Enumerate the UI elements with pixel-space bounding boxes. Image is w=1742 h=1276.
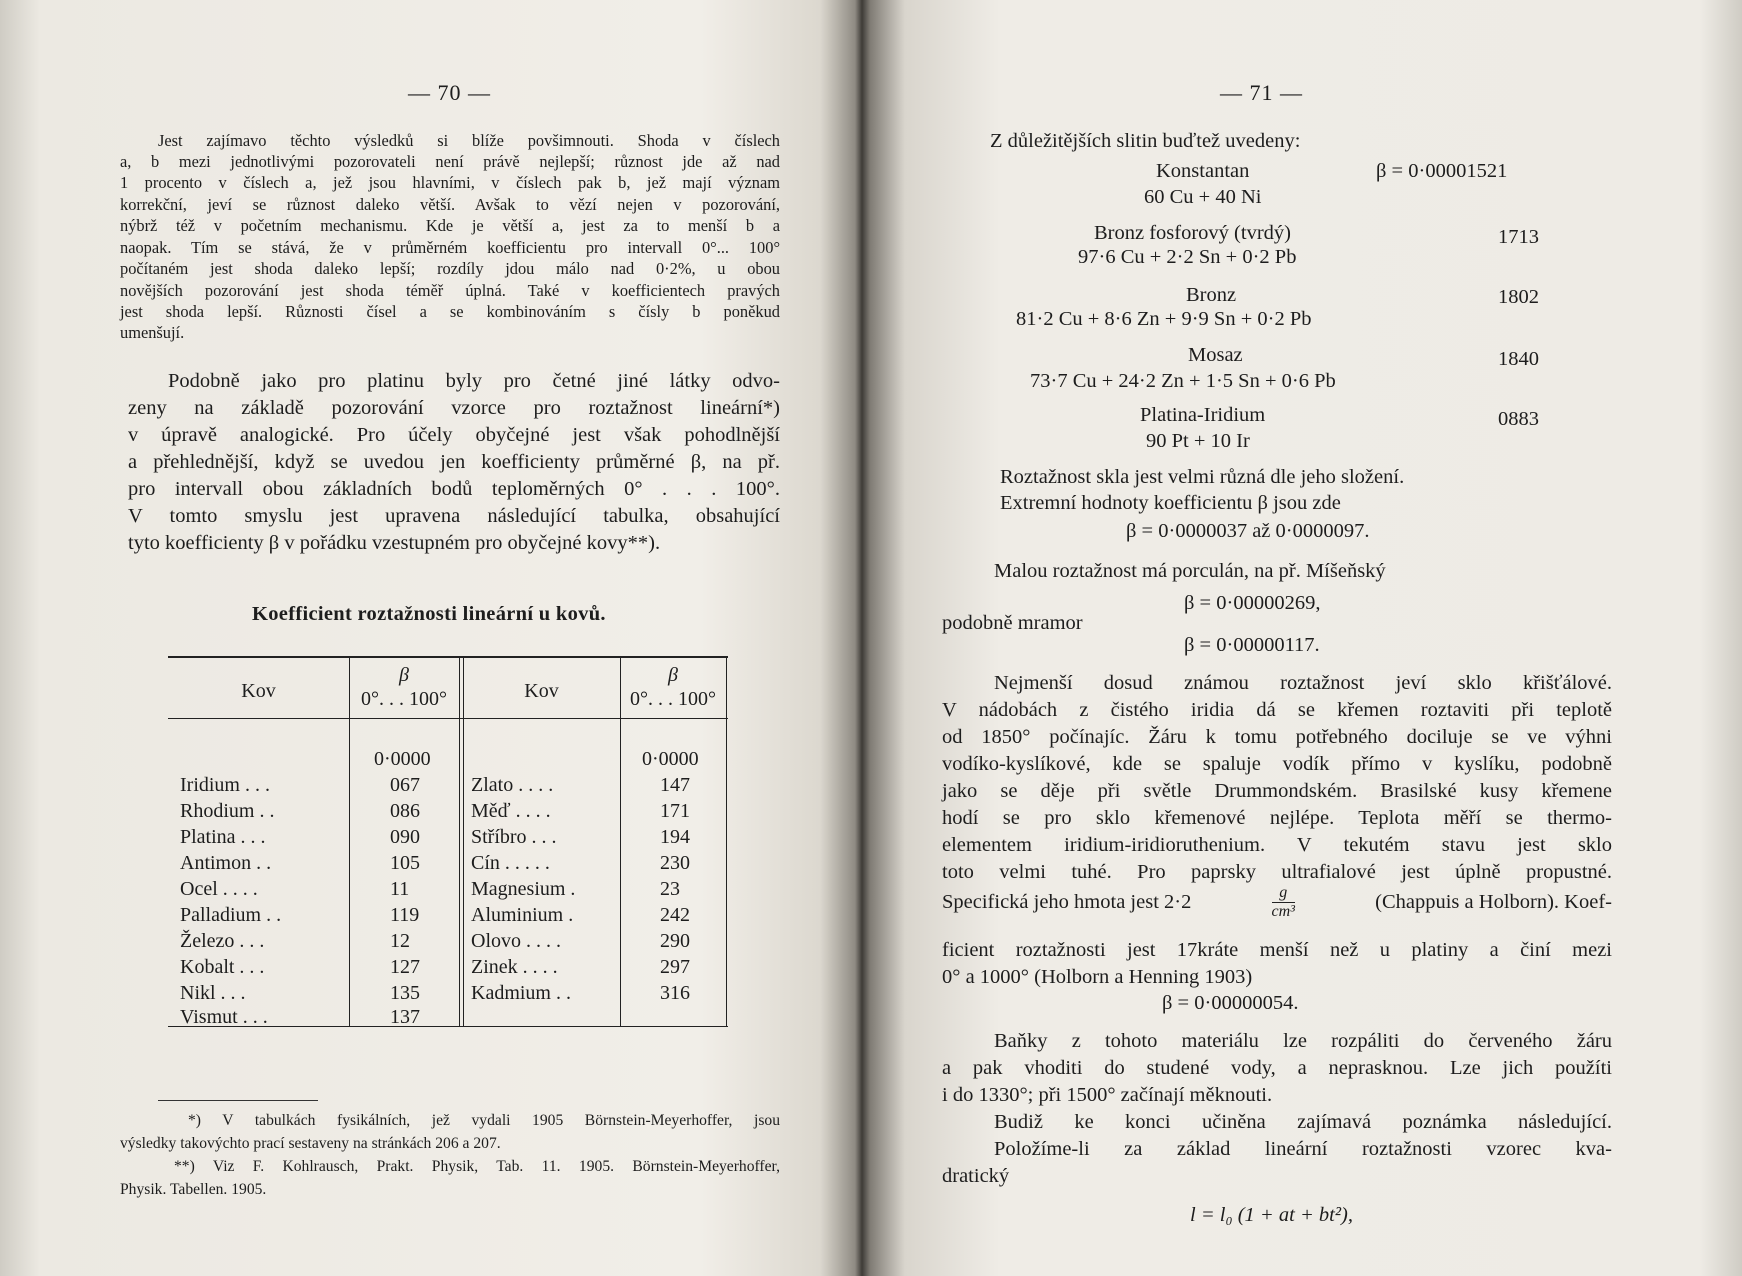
metal-name: Měď . . . . — [471, 800, 551, 822]
footnote-rule — [158, 1100, 318, 1101]
alloy-value: 1840 — [1498, 348, 1539, 370]
text-line: a, b mezi jednotlivými pozorovateli není právě nejlepší; různost jde až nad — [120, 152, 780, 171]
footnote-line: Physik. Tabellen. 1905. — [120, 1181, 267, 1198]
metal-value: 137 — [390, 1006, 420, 1028]
metal-name: Iridium . . . — [180, 774, 270, 796]
text-line: zeny na základě pozorování vzorce pro roztažnost lineární*) — [128, 397, 780, 419]
formula: β = 0·0000037 až 0·0000097. — [1126, 520, 1370, 542]
metal-value: 135 — [390, 982, 420, 1004]
text-fragment: Specifická jeho hmota jest 2·2 — [942, 891, 1192, 913]
footnote-line: **) Viz F. Kohlrausch, Prakt. Physik, Tab. 11. 1905. Börnstein-Meyerhoffer, — [174, 1158, 780, 1175]
metal-value: 067 — [390, 774, 420, 796]
column-header-beta: β — [399, 664, 409, 686]
metal-name: Palladium . . — [180, 904, 282, 926]
alloy-name: Platina-Iridium — [1140, 404, 1266, 426]
text-line: dratický — [942, 1165, 1010, 1187]
alloy-value: 0883 — [1498, 408, 1539, 430]
table-rule — [459, 656, 460, 1027]
text-line: Extremní hodnoty koefficientu β jsou zde — [1000, 492, 1341, 514]
metal-name: Olovo . . . . — [471, 930, 561, 952]
metal-value: 171 — [660, 800, 690, 822]
metal-value: 086 — [390, 800, 420, 822]
text-line: a přehlednější, když se uvedou jen koefficienty průměrné β, na př. — [128, 451, 780, 473]
text-line: naopak. Tím se stává, že v průměrném koefficientu pro intervall 0°... 100° — [120, 238, 780, 257]
metal-name: Rhodium . . — [180, 800, 275, 822]
metal-name: Platina . . . — [180, 826, 266, 848]
text-line: vodíko-kyslíkové, kde se spaluje vodík přímo v kyslíku, podobně — [942, 753, 1612, 775]
text-line: korrekční, jeví se různost daleko větší. Avšak to vězí nejen v pozorování, — [120, 195, 780, 214]
text-line: Nejmenší dosud známou roztažnost jeví sklo křišťálové. — [994, 672, 1612, 694]
text-fragment: (Chappuis a Holborn). Koef- — [1375, 891, 1612, 913]
text-line: 0° a 1000° (Holborn a Henning 1903) — [942, 966, 1253, 988]
formula: β = 0·00000117. — [1184, 634, 1320, 656]
text-line: nýbrž též v početním mechanismu. Kde je větší a, jest za to menší b a — [120, 216, 780, 235]
metal-name: Nikl . . . — [180, 982, 246, 1004]
page-number: — 70 — — [408, 80, 491, 105]
metal-name: Zlato . . . . — [471, 774, 554, 796]
metal-value: 105 — [390, 852, 420, 874]
alloy-name: Konstantan — [1156, 160, 1250, 182]
table-rule — [620, 656, 621, 1027]
column-header-beta: β — [668, 664, 678, 686]
unit-fraction — [1272, 884, 1295, 921]
metal-value: 147 — [660, 774, 690, 796]
section-heading: Z důležitějších slitin buďtež uvedeny: — [990, 130, 1301, 152]
text-line: Malou roztažnost má porculán, na př. Míšeňský — [994, 560, 1386, 582]
alloy-formula: 60 Cu + 40 Ni — [1144, 186, 1262, 208]
alloy-name: Bronz fosforový (tvrdý) — [1094, 222, 1291, 244]
text-line: umenšují. — [120, 323, 185, 342]
text-line: od 1850° počínajíc. Žáru k tomu potřebného dociluje se ve výhni — [942, 726, 1612, 748]
text-line: tyto koefficienty β v pořádku vzestupném pro obyčejné kovy**). — [128, 532, 661, 554]
density-line — [942, 884, 1612, 921]
table-rule — [349, 656, 350, 1027]
page-number: — 71 — — [1220, 80, 1303, 105]
column-header-kov: Kov — [241, 680, 276, 702]
table-rule — [726, 656, 727, 1027]
metal-value: 297 — [660, 956, 690, 978]
metal-value: 23 — [660, 878, 680, 900]
metal-value: 11 — [390, 878, 410, 900]
column-header-kov: Kov — [524, 680, 559, 702]
text-line: jest shoda lepší. Různosti čísel a se kombinováním s čísly b poněkud — [120, 302, 780, 321]
metal-value: 230 — [660, 852, 690, 874]
text-line: i do 1330°; při 1500° začínají měknouti. — [942, 1084, 1273, 1106]
footnote-line: výsledky takovýchto prací sestaveny na stránkách 206 a 207. — [120, 1135, 501, 1152]
text-line: počítaném jest shoda daleko lepší; rozdíly jdou málo nad 0·2%, u obou — [120, 259, 780, 278]
metal-value: 316 — [660, 982, 690, 1004]
formula: β = 0·00000269, — [1184, 592, 1321, 614]
table-rule — [168, 656, 728, 658]
metal-name: Kobalt . . . — [180, 956, 265, 978]
left-page — [0, 0, 858, 1276]
alloy-formula: 73·7 Cu + 24·2 Zn + 1·5 Sn + 0·6 Pb — [1030, 370, 1336, 392]
metal-name: Ocel . . . . — [180, 878, 258, 900]
metal-name: Zinek . . . . — [471, 956, 558, 978]
column-header-range: 0°. . . 100° — [361, 688, 447, 710]
text-line: V tomto smyslu jest upravena následující tabulka, obsahující — [128, 505, 780, 527]
metal-value: 119 — [390, 904, 420, 926]
footnote-line: *) V tabulkách fysikálních, jež vydali 1905 Börnstein-Meyerhoffer, jsou — [188, 1112, 780, 1129]
column-header-range: 0°. . . 100° — [630, 688, 716, 710]
text-line: jako se děje při světle Drummondském. Brasilské kusy křemene — [942, 780, 1612, 802]
metal-name: Kadmium . . — [471, 982, 571, 1004]
text-line: Podobně jako pro platinu byly pro četné jiné látky odvo- — [168, 370, 780, 392]
metal-value: 242 — [660, 904, 690, 926]
fraction-denominator: cm³ — [1271, 903, 1295, 920]
text-line: Baňky z tohoto materiálu lze rozpáliti do červeného žáru — [994, 1030, 1612, 1052]
alloy-value: 1713 — [1498, 226, 1539, 248]
text-line: V nádobách z čistého iridia dá se křemen roztaviti při teplotě — [942, 699, 1612, 721]
coefficient-table — [168, 656, 728, 1028]
table-rule — [463, 656, 464, 1027]
alloy-formula: 90 Pt + 10 Ir — [1146, 430, 1250, 452]
text-line: 1 procento v číslech a, jež jsou hlavními, v číslech pak b, jež mají význam — [120, 173, 780, 192]
metal-name: Cín . . . . . — [471, 852, 550, 874]
text-line: toto velmi tuhé. Pro paprsky ultrafialové jest úplně propustné. — [942, 861, 1612, 883]
value-prefix: 0·0000 — [374, 748, 431, 770]
text-line: Položíme-li za základ lineární roztažnosti vzorec kva- — [994, 1138, 1612, 1160]
table-caption: Koefficient roztažnosti lineární u kovů. — [252, 603, 606, 625]
text-line: Roztažnost skla jest velmi různá dle jeho složení. — [1000, 466, 1405, 488]
metal-name: Železo . . . — [180, 930, 265, 952]
alloy-name: Bronz — [1186, 284, 1237, 306]
text-line: v úpravě analogické. Pro účely obyčejné jest však pohodlnější — [128, 424, 780, 446]
text-line: elementem iridium-iridioruthenium. V tekutém stavu jest sklo — [942, 834, 1612, 856]
metal-name: Antimon . . — [180, 852, 272, 874]
value-prefix: 0·0000 — [642, 748, 699, 770]
alloy-formula: 81·2 Cu + 8·6 Zn + 9·9 Sn + 0·2 Pb — [1016, 308, 1312, 330]
metal-value: 090 — [390, 826, 420, 848]
text-line: a pak vhoditi do studené vody, a neprasknou. Lze jich použíti — [942, 1057, 1612, 1079]
text-line: hodí se pro sklo křemenové nejlépe. Teplota měří se thermo- — [942, 807, 1612, 829]
alloy-name: Mosaz — [1188, 344, 1243, 366]
metal-name: Vismut . . . — [180, 1006, 268, 1028]
alloy-value: 1802 — [1498, 286, 1539, 308]
text-line: pro intervall obou základních bodů teploměrných 0° . . . 100°. — [128, 478, 780, 500]
right-page — [866, 0, 1742, 1276]
alloy-formula: 97·6 Cu + 2·2 Sn + 0·2 Pb — [1078, 246, 1297, 268]
text-line: podobně mramor — [942, 612, 1083, 634]
text-line: Budiž ke konci učiněna zajímavá poznámka následující. — [994, 1111, 1612, 1133]
metal-value: 290 — [660, 930, 690, 952]
metal-name: Aluminium . — [471, 904, 574, 926]
metal-name: Magnesium . — [471, 878, 576, 900]
text-line: Jest zajímavo těchto výsledků si blíže povšimnouti. Shoda v číslech — [158, 131, 780, 150]
table-rule — [168, 718, 728, 719]
text-line: novějších pozorování jest shoda téměř úplná. Také v koefficientech pravých — [120, 281, 780, 300]
metal-value: 127 — [390, 956, 420, 978]
fraction-numerator: g — [1272, 884, 1295, 903]
metal-value: 194 — [660, 826, 690, 848]
text-line: ficient roztažnosti jest 17kráte menší než u platiny a činí mezi — [942, 939, 1612, 961]
formula: β = 0·00000054. — [1162, 992, 1299, 1014]
alloy-value: β = 0·00001521 — [1376, 160, 1508, 182]
metal-name: Stříbro . . . — [471, 826, 557, 848]
formula: l = l₀ (1 + at + bt²), — [1190, 1204, 1353, 1226]
metal-value: 12 — [390, 930, 410, 952]
